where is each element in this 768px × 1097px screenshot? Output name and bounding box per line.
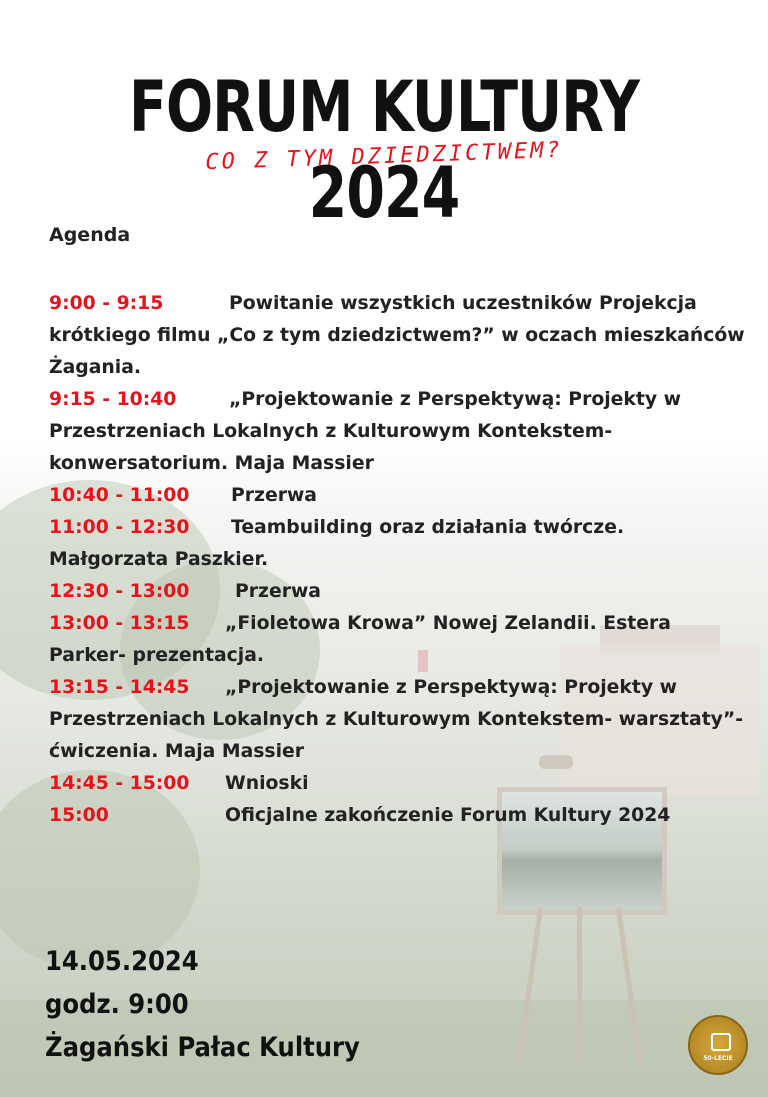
agenda-time: 9:15 - 10:40 xyxy=(49,389,177,410)
agenda-time: 14:45 - 15:00 xyxy=(49,773,190,794)
agenda-text: Teambuilding oraz działania twórcze. Małgorzata Paszkier. xyxy=(49,517,625,570)
agenda-heading: Agenda xyxy=(49,224,131,246)
agenda-time: 12:30 - 13:00 xyxy=(49,581,190,602)
event-date: 14.05.2024 xyxy=(45,946,199,977)
agenda-item xyxy=(49,384,749,480)
agenda-time: 15:00 xyxy=(49,805,109,826)
agenda-text: Wnioski xyxy=(225,773,309,794)
badge-label: 50-LECIE xyxy=(703,1055,733,1062)
agenda-time: 9:00 - 9:15 xyxy=(49,293,164,314)
easel-leg xyxy=(577,907,582,1067)
agenda-item xyxy=(49,576,749,608)
event-time: godz. 9:00 xyxy=(45,989,189,1020)
event-info xyxy=(45,940,360,1069)
agenda-item xyxy=(49,288,749,384)
agenda-text: Przerwa xyxy=(231,485,317,506)
page-title: FORUM KULTURY 2024 xyxy=(129,66,639,234)
subtitle: CO Z TYM DZIEDZICTWEM? xyxy=(204,137,564,176)
agenda-text: „Projektowanie z Perspektywą: Projekty w Przestrzeniach Lokalnych z Kulturowym Kontekstem- konwersatorium. Maja Massier xyxy=(49,389,682,474)
agenda-item xyxy=(49,800,749,832)
crest-icon xyxy=(711,1033,731,1051)
agenda-item xyxy=(49,768,749,800)
agenda-item xyxy=(49,672,749,768)
agenda-list xyxy=(49,288,749,832)
agenda-item xyxy=(49,512,749,576)
event-place: Żagański Pałac Kultury xyxy=(45,1032,360,1063)
agenda-time: 11:00 - 12:30 xyxy=(49,517,190,538)
agenda-text: „Projektowanie z Perspektywą: Projekty w Przestrzeniach Lokalnych z Kulturowym Kontekstem- warsztaty”- ćwiczenia. Maja Massier xyxy=(49,677,744,762)
agenda-text: Oficjalne zakończenie Forum Kultury 2024 xyxy=(225,805,671,826)
agenda-time: 13:15 - 14:45 xyxy=(49,677,190,698)
agenda-item xyxy=(49,608,749,672)
agenda-text: Powitanie wszystkich uczestników Projekcja krótkiego filmu „Co z tym dziedzictwem?” w oczach mieszkańców Żagania. xyxy=(49,293,745,378)
anniversary-badge xyxy=(688,1015,748,1075)
agenda-text: Przerwa xyxy=(235,581,321,602)
agenda-item xyxy=(49,480,749,512)
agenda-time: 10:40 - 11:00 xyxy=(49,485,190,506)
agenda-time: 13:00 - 13:15 xyxy=(49,613,190,634)
agenda-text: „Fioletowa Krowa” Nowej Zelandii. Estera Parker- prezentacja. xyxy=(49,613,671,666)
